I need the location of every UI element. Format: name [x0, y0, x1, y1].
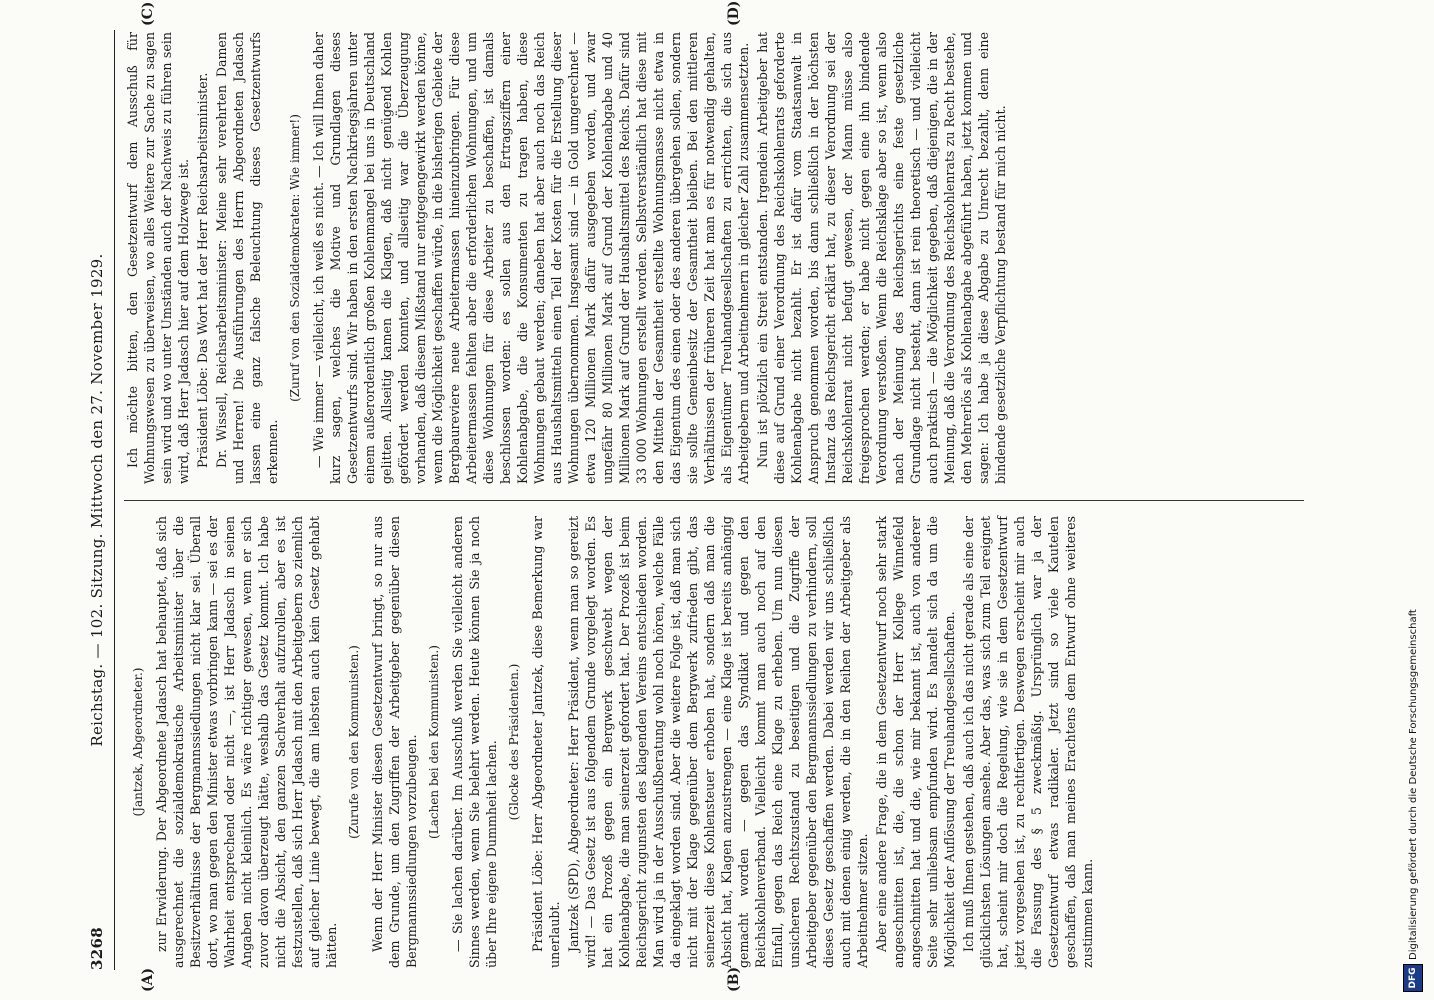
paragraph: Präsident Löbe: Herr Abgeordneter Jantzek, diese Bemerkung war unerlaubt. [530, 516, 562, 968]
header-rule [114, 30, 115, 970]
paragraph: zur Erwiderung. Der Abgeordnete Jadasch hat behauptet, daß sich ausgerechnet die sozialdemokratische Arbeitsminister über die Besitzverhältnisse der Bergmannssiedlungen nicht klar sei. Überall dort, wo man gegen den Minister etwas vorbringen kann — sei es der Wahrheit entsprechend oder nicht —, ist Herr Jadasch in seinen Angaben nicht kleinlich. Es wäre richtiger gewesen, wenn er sich zuvor davon überzeugt hätte, weshalb das Gesetz kommt. Ich habe nicht die Absicht, den ganzen Sachverhalt aufzurollen, aber es ist festzustellen, daß sich Herr Jadasch mit den Arbeitgebern so ziemlich auf gleicher Linie bewegt, die am liebsten auch kein Gesetz gehabt hätten. [154, 516, 339, 968]
page-title: Reichstag. — 102. Sitzung. Mittwoch den 27. November 1929. [88, 253, 106, 747]
margin-mark-d: (D) [726, 0, 742, 26]
interjection: (Zuruf von den Sozialdemokraten: Wie immer!) [288, 114, 302, 402]
margin-mark-a: (A) [140, 967, 156, 992]
paragraph: — Wie immer — vielleicht, ich weiß es nicht. — Ich will Ihnen daher kurz sagen, welches die Motive und Grundlagen dieses Gesetzentwurfs sind. Wir haben in den ersten Nachkriegsjahren unter einem außerordentlich großen Kohlenmangel bei uns in Deutschland gelitten. Allseitig kamen die Klagen, daß nicht genügend Kohlen gefördert werden konnten, und allseitig war die Überzeugung vorhanden, daß diesem Mißstand nur entgegengewirkt werden könne, wenn die Möglichkeit geschaffen würde, in die bisherigen Gebiete der Bergbaureviere neue Arbeitermassen hineinzubringen. Für diese Arbeitermassen fehlten aber die erforderlichen Wohnungen, und um diese Wohnungen für diese Arbeiter zu beschaffen, ist damals beschlossen worden: es sollen aus den Ertragsziffern einer Kohlenabgabe, die die Konsumenten zu tragen haben, diese Wohnungen gebaut werden; daneben hat aber auch noch das Reich aus Haushaltsmitteln einen Teil der Kosten für die Erstellung dieser Wohnungen übernommen. Insgesamt sind — in Gold umgerechnet — etwa 120 Millionen Mark dafür ausgegeben worden, und zwar ungefähr 80 Millionen Mark auf Grund der Kohlenabgabe und 40 Millionen Mark auf Grund der Haushaltsmittel des Reichs. Dafür sind 33 000 Wohnungen erstellt worden. Selbstverständlich hat diese mit den Mitteln der Gesamtheit erstellte Wohnungsmasse nicht etwa in das Eigentum des einen oder des anderen übergehen sollen, sondern sie sollte Gemeinbesitz der Gesamtheit bleiben. Bei den mittleren Verhältnissen der früheren Zeit hat man es für notwendig gehalten, als Eigentümer Treuhandgesellschaften zu errichten, die sich aus Arbeitgebern und Arbeitnehmern in gleicher Zahl zusammensetzten. [311, 32, 751, 484]
page-header [88, 30, 112, 970]
interjection: (Glocke des Präsidenten.) [507, 663, 521, 821]
paragraph: Aber eine andere Frage, die in dem Gesetzentwurf noch sehr stark angeschnitten ist, die, die schon der Herr Kollege Winnefeld angeschnitten hat und die, wie mir bekannt ist, auch von anderer Seite sehr unliebsam empfunden wird. Es handelt sich da um die Möglichkeit der Auflösung der Treuhandgesellschaften. [874, 516, 957, 968]
margin-mark-b: (B) [726, 966, 742, 992]
dfg-logo: DFG [1403, 964, 1423, 992]
interjection: (Jantzek, Abgeordneter.) [131, 667, 145, 817]
left-column [124, 516, 1098, 968]
page-number: 3268 [88, 927, 106, 970]
right-column [124, 32, 1011, 484]
column-divider [124, 500, 1304, 501]
paragraph: Präsident Löbe: Das Wort hat der Herr Reichsarbeitsminister. [195, 72, 210, 468]
margin-mark-c: (C) [140, 1, 156, 26]
paragraph: Jantzek (SPD), Abgeordneter: Herr Präsident, wenn man so gereizt wird! — Das Gesetz ist aus folgendem Grunde vorgelegt worden. Es hat ein Prozeß gegen ein Bergwerk geschwebt wegen der Kohlenabgabe, die man seinerzeit gefordert hat. Der Prozeß ist beim Reichsgericht zugunsten des klagenden Vereins entschieden worden. Man wird ja in der Ausschußberatung wohl noch hören, welche Fälle da eingeklagt worden sind. Aber die weitere Folge ist, daß man sich nicht mit der Klage gegenüber dem Bergwerk zufrieden gibt, das seinerzeit diese Kohlensteuer erhoben hat, sondern daß man die Absicht hat, Klagen anzustrengen — eine Klage ist bereits anhängig gemacht worden — gegen das Syndikat und gegen den Reichskohlenverband. Vielleicht kommt man auch noch auf den Einfall, gegen das Reich eine Klage zu erheben. Um nun diesen unsicheren Rechtszustand zu beseitigen und die Zugriffe der Arbeitgeber gegenüber den Bergmannssiedlungen zu verhindern, soll dieses Gesetz geschaffen werden. Dabei werden wir uns schließlich auch mit denen einig werden, die in den Reihen der Arbeitgeber als Arbeitnehmer sitzen. [566, 516, 870, 968]
paragraph: Wenn der Herr Minister diesen Gesetzentwurf bringt, so nur aus dem Grunde, um den Zugriffen der Arbeitgeber gegenüber diesen Bergmannssiedlungen vorzubeugen. [370, 516, 419, 968]
interjection: (Lachen bei den Kommunisten.) [427, 645, 441, 839]
paragraph: Nun ist plötzlich ein Streit entstanden. Irgendein Arbeitgeber hat diese auf Grund einer Verordnung des Reichskohlenrats geforderte Kohlenabgabe nicht bezahlt. Er ist dafür vom Staatsanwalt in Anspruch genommen worden, bis dann schließlich in der höchsten Instanz das Reichsgericht erklärt hat, zu dieser Verordnung sei der Reichskohlenrat nicht befugt gewesen, der Mann müsse also freigesprochen werden; er habe nicht gegen eine ihn bindende Verordnung verstoßen. Wenn die Reichsklage aber so ist, wenn also nach der Meinung des Reichsgerichts eine feste gesetzliche Grundlage nicht besteht, dann ist rein theoretisch — und vielleicht auch praktisch — die Möglichkeit gegeben, daß diejenigen, die in der Meinung, daß die Verordnung des Reichskohlenrats zu Recht bestehe, den Mehrerlös als Kohlenabgabe abgeführt haben, jetzt kommen und sagen: Ich habe ja diese Abgabe zu Unrecht bezahlt, denn eine bindende gesetzliche Verpflichtung bestand für mich nicht. [755, 32, 1008, 484]
paragraph: Ich muß Ihnen gestehen, daß auch ich das nicht gerade als eine der glücklichsten Lösungen ansehe. Aber das, was sich zum Teil ereignet hat, scheint mir doch die Regelung, wie sie in dem Gesetzentwurf jetzt vorgesehen ist, zu rechtfertigen. Deswegen erscheint mir auch die Fassung des § 5 zweckmäßig. Ursprünglich war ja der Gesetzentwurf etwas radikaler. Jetzt sind so viele Kautelen geschaffen, daß man meines Erachtens dem Entwurf ohne weiteres zustimmen kann. [961, 516, 1095, 968]
footer-credit: Digitalisierung gefördert durch die Deutsche Forschungsgemeinschaft [1408, 609, 1419, 960]
paragraph: Ich möchte bitten, den Gesetzentwurf dem Ausschuß für Wohnungswesen zu überweisen, wo alles Weitere zur Sache zu sagen sein wird und wo unter Umständen auch der Nachweis zu führen sein wird, daß Herr Jadasch hier auf dem Holzwege ist. [125, 32, 191, 484]
interjection: (Zurufe von den Kommunisten.) [347, 645, 361, 839]
paragraph: Dr. Wissell, Reichsarbeitsminister: Meine sehr verehrten Damen und Herren! Die Ausführungen des Herrn Abgeordneten Jadasch lassen eine ganz falsche Beleuchtung dieses Gesetzentwurfs erkennen. [214, 32, 280, 484]
paragraph: — Sie lachen darüber. Im Ausschuß werden Sie vielleicht anderen Sinnes werden, wenn Sie belehrt werden. Heute können Sie ja noch über Ihre eigene Dummheit lachen. [450, 516, 499, 968]
